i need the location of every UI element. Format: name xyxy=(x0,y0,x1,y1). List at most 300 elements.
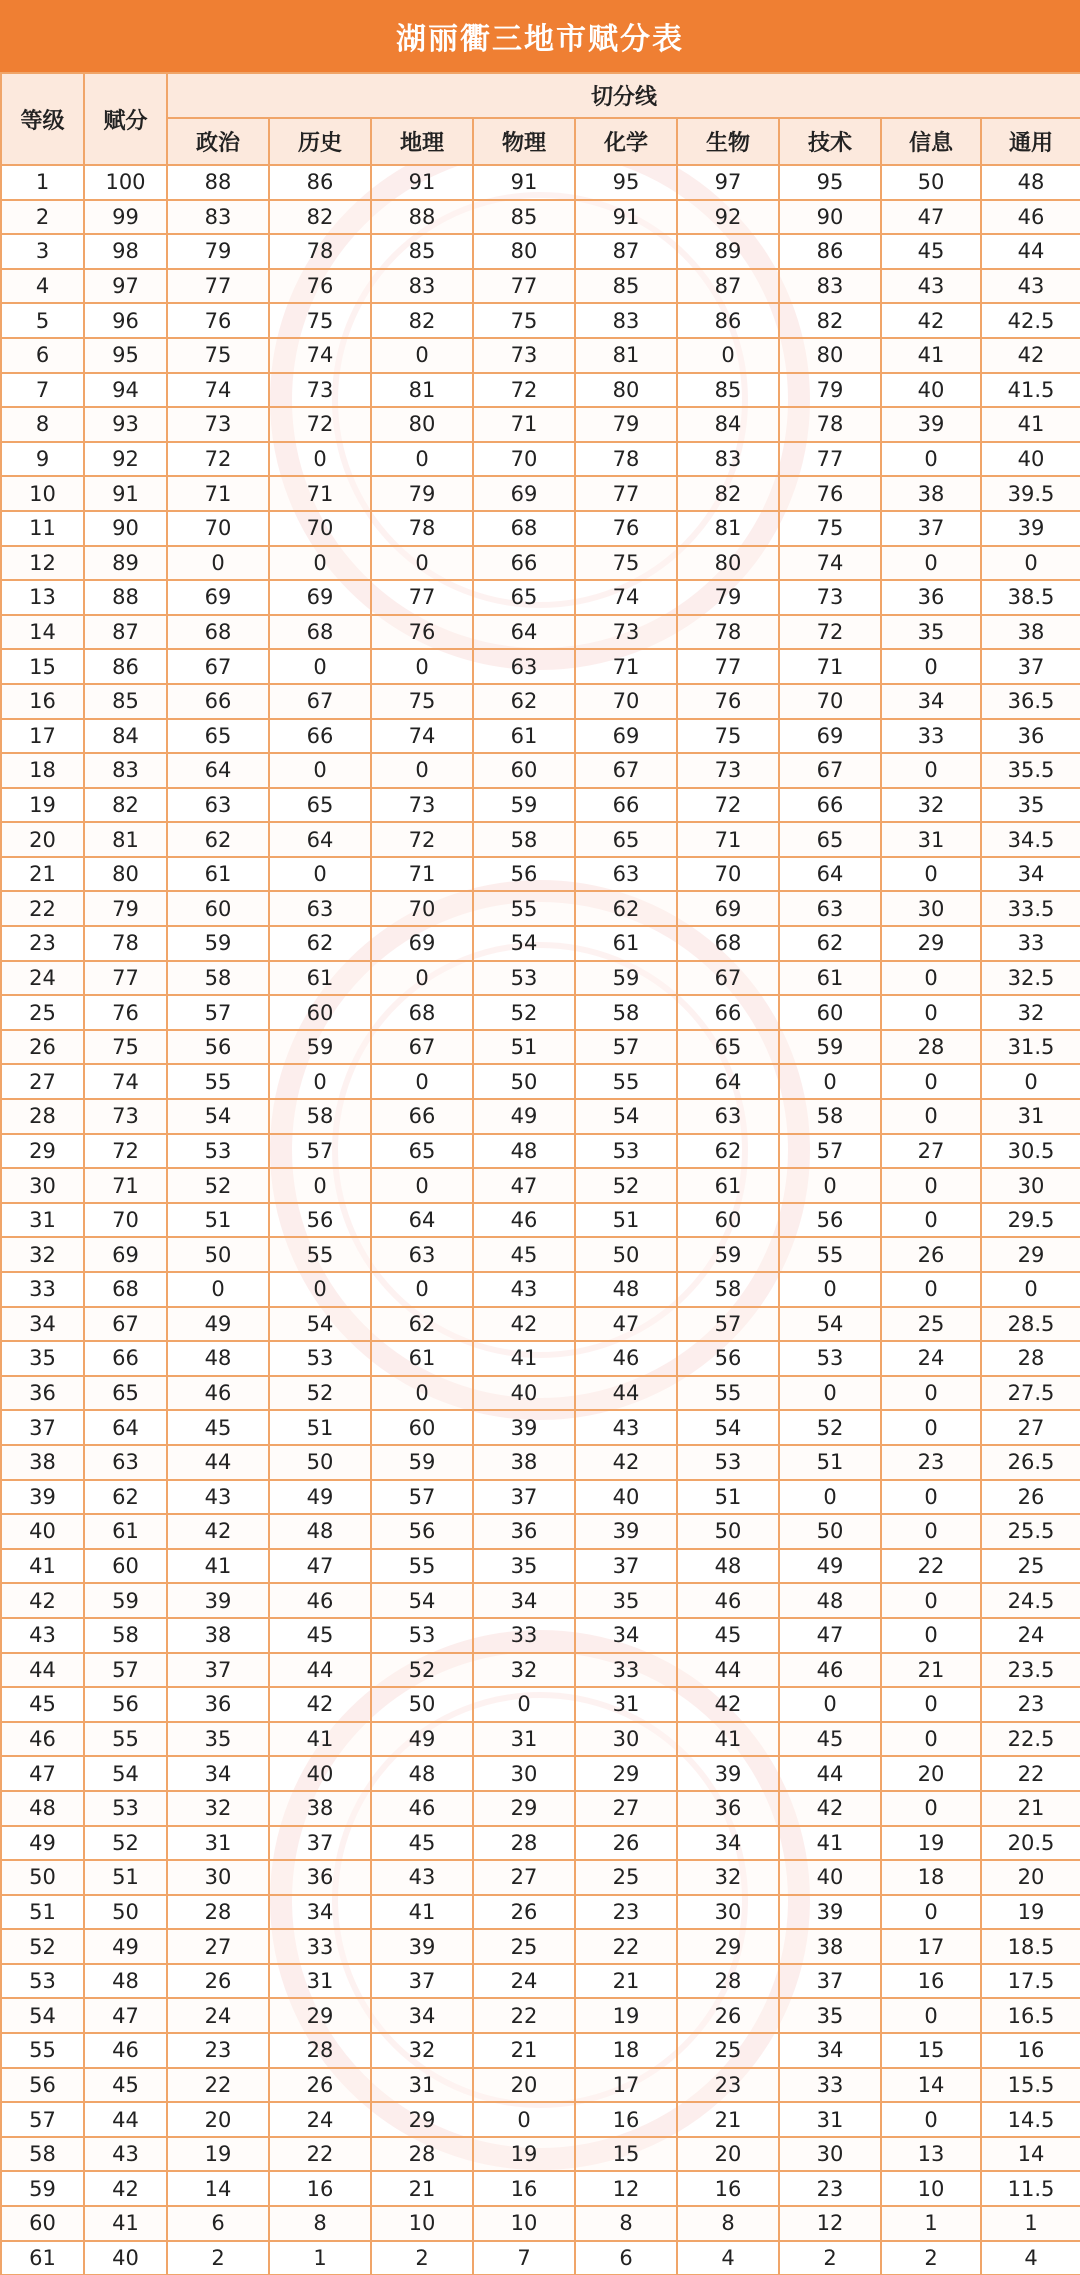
cutoff-cell: 43 xyxy=(981,269,1080,304)
score-cell: 88 xyxy=(84,580,167,615)
grade-cell: 58 xyxy=(1,2137,84,2172)
cutoff-cell: 45 xyxy=(473,1237,575,1272)
cutoff-cell: 37 xyxy=(269,1826,371,1861)
cutoff-cell: 7 xyxy=(473,2241,575,2275)
cutoff-cell: 62 xyxy=(779,926,881,961)
cutoff-cell: 85 xyxy=(473,200,575,235)
cutoff-cell: 71 xyxy=(677,822,779,857)
table-row xyxy=(1,1964,1080,1999)
cutoff-cell: 69 xyxy=(269,580,371,615)
cutoff-cell: 16 xyxy=(269,2171,371,2206)
cutoff-cell: 18 xyxy=(881,1860,981,1895)
cutoff-cell: 49 xyxy=(269,1480,371,1515)
header-subject: 通用 xyxy=(981,118,1080,165)
score-cell: 67 xyxy=(84,1307,167,1342)
cutoff-cell: 54 xyxy=(269,1307,371,1342)
cutoff-cell: 28 xyxy=(371,2137,473,2172)
cutoff-cell: 31 xyxy=(779,2102,881,2137)
score-cell: 50 xyxy=(84,1895,167,1930)
table-row xyxy=(1,1653,1080,1688)
cutoff-cell: 57 xyxy=(269,1134,371,1169)
score-cell: 96 xyxy=(84,303,167,338)
cutoff-cell: 49 xyxy=(371,1722,473,1757)
score-cell: 92 xyxy=(84,442,167,477)
cutoff-cell: 60 xyxy=(371,1410,473,1445)
cutoff-cell: 0 xyxy=(981,546,1080,581)
cutoff-cell: 63 xyxy=(575,857,677,892)
cutoff-cell: 20 xyxy=(473,2068,575,2103)
score-cell: 45 xyxy=(84,2068,167,2103)
table-row xyxy=(1,1203,1080,1238)
cutoff-cell: 75 xyxy=(575,546,677,581)
cutoff-cell: 52 xyxy=(779,1410,881,1445)
table-row xyxy=(1,649,1080,684)
cutoff-cell: 41 xyxy=(677,1722,779,1757)
cutoff-cell: 23 xyxy=(575,1895,677,1930)
cutoff-cell: 72 xyxy=(473,373,575,408)
cutoff-cell: 16 xyxy=(881,1964,981,1999)
score-cell: 46 xyxy=(84,2033,167,2068)
cutoff-cell: 56 xyxy=(677,1341,779,1376)
cutoff-cell: 8 xyxy=(677,2206,779,2241)
table-row xyxy=(1,1722,1080,1757)
cutoff-cell: 46 xyxy=(779,1653,881,1688)
cutoff-cell: 12 xyxy=(575,2171,677,2206)
cutoff-cell: 39.5 xyxy=(981,476,1080,511)
cutoff-cell: 67 xyxy=(269,684,371,719)
cutoff-cell: 15 xyxy=(575,2137,677,2172)
table-row xyxy=(1,926,1080,961)
cutoff-cell: 92 xyxy=(677,200,779,235)
cutoff-cell: 14 xyxy=(981,2137,1080,2172)
cutoff-cell: 20 xyxy=(981,1860,1080,1895)
score-cell: 52 xyxy=(84,1826,167,1861)
grade-cell: 8 xyxy=(1,407,84,442)
cutoff-cell: 56 xyxy=(371,1514,473,1549)
cutoff-cell: 74 xyxy=(371,719,473,754)
cutoff-cell: 22 xyxy=(981,1756,1080,1791)
cutoff-cell: 44 xyxy=(981,234,1080,269)
cutoff-cell: 35 xyxy=(167,1722,269,1757)
cutoff-cell: 78 xyxy=(779,407,881,442)
cutoff-cell: 46 xyxy=(981,200,1080,235)
cutoff-cell: 72 xyxy=(269,407,371,442)
score-cell: 77 xyxy=(84,961,167,996)
table-row xyxy=(1,303,1080,338)
cutoff-cell: 24 xyxy=(473,1964,575,1999)
cutoff-cell: 20 xyxy=(167,2102,269,2137)
cutoff-cell: 20 xyxy=(881,1756,981,1791)
cutoff-cell: 29 xyxy=(881,926,981,961)
cutoff-cell: 0 xyxy=(881,546,981,581)
cutoff-cell: 69 xyxy=(473,476,575,511)
score-cell: 93 xyxy=(84,407,167,442)
cutoff-cell: 60 xyxy=(779,995,881,1030)
cutoff-cell: 27.5 xyxy=(981,1376,1080,1411)
cutoff-cell: 38 xyxy=(981,615,1080,650)
grade-cell: 14 xyxy=(1,615,84,650)
score-cell: 72 xyxy=(84,1134,167,1169)
cutoff-cell: 53 xyxy=(269,1341,371,1376)
cutoff-cell: 65 xyxy=(371,1134,473,1169)
table-row xyxy=(1,407,1080,442)
cutoff-cell: 66 xyxy=(677,995,779,1030)
cutoff-cell: 62 xyxy=(677,1134,779,1169)
cutoff-cell: 29 xyxy=(981,1237,1080,1272)
table-row xyxy=(1,1583,1080,1618)
cutoff-cell: 39 xyxy=(473,1410,575,1445)
cutoff-cell: 27 xyxy=(167,1929,269,1964)
cutoff-cell: 48 xyxy=(981,165,1080,200)
cutoff-cell: 32 xyxy=(473,1653,575,1688)
cutoff-cell: 50 xyxy=(779,1514,881,1549)
grade-cell: 49 xyxy=(1,1826,84,1861)
cutoff-cell: 26 xyxy=(677,1998,779,2033)
cutoff-cell: 42 xyxy=(981,338,1080,373)
cutoff-cell: 72 xyxy=(677,788,779,823)
header-subject: 化学 xyxy=(575,118,677,165)
cutoff-cell: 0 xyxy=(881,1618,981,1653)
cutoff-cell: 17 xyxy=(881,1929,981,1964)
cutoff-cell: 16.5 xyxy=(981,1998,1080,2033)
score-cell: 79 xyxy=(84,891,167,926)
cutoff-cell: 39 xyxy=(881,407,981,442)
cutoff-cell: 44 xyxy=(677,1653,779,1688)
cutoff-cell: 0 xyxy=(881,1514,981,1549)
cutoff-cell: 0 xyxy=(371,338,473,373)
cutoff-cell: 76 xyxy=(269,269,371,304)
cutoff-cell: 30 xyxy=(981,1168,1080,1203)
score-cell: 57 xyxy=(84,1653,167,1688)
grade-cell: 60 xyxy=(1,2206,84,2241)
cutoff-cell: 0 xyxy=(881,1410,981,1445)
cutoff-cell: 54 xyxy=(167,1099,269,1134)
cutoff-cell: 39 xyxy=(981,511,1080,546)
score-cell: 62 xyxy=(84,1480,167,1515)
cutoff-cell: 48 xyxy=(269,1514,371,1549)
cutoff-cell: 71 xyxy=(575,649,677,684)
table-row xyxy=(1,234,1080,269)
cutoff-cell: 21 xyxy=(981,1791,1080,1826)
cutoff-cell: 29.5 xyxy=(981,1203,1080,1238)
grade-cell: 51 xyxy=(1,1895,84,1930)
cutoff-cell: 88 xyxy=(371,200,473,235)
cutoff-cell: 33.5 xyxy=(981,891,1080,926)
table-row xyxy=(1,788,1080,823)
score-cell: 60 xyxy=(84,1549,167,1584)
cutoff-cell: 43 xyxy=(371,1860,473,1895)
cutoff-cell: 77 xyxy=(677,649,779,684)
score-cell: 82 xyxy=(84,788,167,823)
grade-cell: 26 xyxy=(1,1030,84,1065)
table-row xyxy=(1,1860,1080,1895)
cutoff-cell: 66 xyxy=(575,788,677,823)
score-cell: 75 xyxy=(84,1030,167,1065)
cutoff-cell: 2 xyxy=(779,2241,881,2275)
cutoff-cell: 40 xyxy=(779,1860,881,1895)
cutoff-cell: 60 xyxy=(269,995,371,1030)
score-cell: 89 xyxy=(84,546,167,581)
cutoff-cell: 0 xyxy=(371,1272,473,1307)
cutoff-cell: 41 xyxy=(269,1722,371,1757)
cutoff-cell: 0 xyxy=(473,2102,575,2137)
cutoff-cell: 62 xyxy=(269,926,371,961)
cutoff-cell: 37 xyxy=(881,511,981,546)
score-cell: 91 xyxy=(84,476,167,511)
cutoff-cell: 82 xyxy=(371,303,473,338)
grade-cell: 43 xyxy=(1,1618,84,1653)
table-row xyxy=(1,822,1080,857)
cutoff-cell: 24 xyxy=(881,1341,981,1376)
cutoff-cell: 0 xyxy=(779,1376,881,1411)
grade-cell: 53 xyxy=(1,1964,84,1999)
cutoff-cell: 43 xyxy=(881,269,981,304)
cutoff-cell: 41 xyxy=(167,1549,269,1584)
cutoff-cell: 77 xyxy=(473,269,575,304)
cutoff-cell: 64 xyxy=(779,857,881,892)
cutoff-cell: 76 xyxy=(575,511,677,546)
grade-cell: 44 xyxy=(1,1653,84,1688)
cutoff-cell: 1 xyxy=(881,2206,981,2241)
cutoff-cell: 48 xyxy=(779,1583,881,1618)
grade-cell: 25 xyxy=(1,995,84,1030)
cutoff-cell: 78 xyxy=(575,442,677,477)
grade-cell: 2 xyxy=(1,200,84,235)
cutoff-cell: 34 xyxy=(269,1895,371,1930)
cutoff-cell: 73 xyxy=(371,788,473,823)
cutoff-cell: 76 xyxy=(677,684,779,719)
table-row xyxy=(1,684,1080,719)
cutoff-cell: 26.5 xyxy=(981,1445,1080,1480)
cutoff-cell: 34.5 xyxy=(981,822,1080,857)
score-cell: 90 xyxy=(84,511,167,546)
cutoff-cell: 58 xyxy=(779,1099,881,1134)
cutoff-cell: 58 xyxy=(167,961,269,996)
score-cell: 73 xyxy=(84,1099,167,1134)
cutoff-cell: 61 xyxy=(473,719,575,754)
cutoff-cell: 25 xyxy=(473,1929,575,1964)
grade-cell: 52 xyxy=(1,1929,84,1964)
cutoff-cell: 65 xyxy=(575,822,677,857)
cutoff-cell: 62 xyxy=(575,891,677,926)
cutoff-cell: 39 xyxy=(779,1895,881,1930)
cutoff-cell: 72 xyxy=(779,615,881,650)
grade-cell: 47 xyxy=(1,1756,84,1791)
cutoff-cell: 0 xyxy=(371,546,473,581)
cutoff-cell: 72 xyxy=(371,822,473,857)
cutoff-cell: 61 xyxy=(575,926,677,961)
cutoff-cell: 25 xyxy=(575,1860,677,1895)
cutoff-cell: 16 xyxy=(575,2102,677,2137)
cutoff-cell: 26 xyxy=(167,1964,269,1999)
cutoff-cell: 54 xyxy=(779,1307,881,1342)
cutoff-cell: 16 xyxy=(473,2171,575,2206)
cutoff-cell: 37 xyxy=(779,1964,881,1999)
cutoff-cell: 66 xyxy=(371,1099,473,1134)
grade-cell: 1 xyxy=(1,165,84,200)
cutoff-cell: 53 xyxy=(677,1445,779,1480)
header-subject: 技术 xyxy=(779,118,881,165)
grade-cell: 20 xyxy=(1,822,84,857)
cutoff-cell: 71 xyxy=(269,476,371,511)
cutoff-cell: 0 xyxy=(371,1168,473,1203)
header-grade: 等级 xyxy=(1,73,84,165)
cutoff-cell: 22 xyxy=(575,1929,677,1964)
grade-cell: 24 xyxy=(1,961,84,996)
cutoff-cell: 22 xyxy=(167,2068,269,2103)
table-row xyxy=(1,1237,1080,1272)
grade-cell: 38 xyxy=(1,1445,84,1480)
cutoff-cell: 58 xyxy=(575,995,677,1030)
cutoff-cell: 43 xyxy=(167,1480,269,1515)
cutoff-cell: 19 xyxy=(167,2137,269,2172)
cutoff-cell: 4 xyxy=(981,2241,1080,2275)
cutoff-cell: 1 xyxy=(981,2206,1080,2241)
cutoff-cell: 35 xyxy=(881,615,981,650)
cutoff-cell: 57 xyxy=(779,1134,881,1169)
score-cell: 49 xyxy=(84,1929,167,1964)
cutoff-cell: 79 xyxy=(371,476,473,511)
cutoff-cell: 0 xyxy=(779,1480,881,1515)
cutoff-cell: 35 xyxy=(575,1583,677,1618)
table-row xyxy=(1,1307,1080,1342)
score-cell: 95 xyxy=(84,338,167,373)
grade-cell: 35 xyxy=(1,1341,84,1376)
grade-cell: 4 xyxy=(1,269,84,304)
table-row xyxy=(1,961,1080,996)
cutoff-cell: 34 xyxy=(981,857,1080,892)
cutoff-cell: 75 xyxy=(167,338,269,373)
cutoff-cell: 70 xyxy=(269,511,371,546)
grade-cell: 36 xyxy=(1,1376,84,1411)
grade-cell: 39 xyxy=(1,1480,84,1515)
cutoff-cell: 28 xyxy=(167,1895,269,1930)
cutoff-cell: 0 xyxy=(473,1687,575,1722)
table-row xyxy=(1,1445,1080,1480)
cutoff-cell: 68 xyxy=(269,615,371,650)
cutoff-cell: 35 xyxy=(981,788,1080,823)
table-row xyxy=(1,1687,1080,1722)
cutoff-cell: 0 xyxy=(167,546,269,581)
grade-cell: 12 xyxy=(1,546,84,581)
table-row xyxy=(1,1410,1080,1445)
cutoff-cell: 83 xyxy=(575,303,677,338)
cutoff-cell: 39 xyxy=(167,1583,269,1618)
cutoff-cell: 31 xyxy=(575,1687,677,1722)
cutoff-cell: 30 xyxy=(473,1756,575,1791)
cutoff-cell: 48 xyxy=(575,1272,677,1307)
cutoff-cell: 55 xyxy=(575,1064,677,1099)
grade-cell: 55 xyxy=(1,2033,84,2068)
table-row xyxy=(1,1895,1080,1930)
cutoff-cell: 0 xyxy=(881,1791,981,1826)
cutoff-cell: 38 xyxy=(881,476,981,511)
cutoff-cell: 47 xyxy=(269,1549,371,1584)
cutoff-cell: 75 xyxy=(473,303,575,338)
score-cell: 65 xyxy=(84,1376,167,1411)
cutoff-cell: 34 xyxy=(473,1583,575,1618)
cutoff-cell: 48 xyxy=(473,1134,575,1169)
cutoff-cell: 25 xyxy=(677,2033,779,2068)
cutoff-cell: 76 xyxy=(371,615,473,650)
cutoff-cell: 55 xyxy=(269,1237,371,1272)
cutoff-cell: 46 xyxy=(167,1376,269,1411)
cutoff-cell: 30 xyxy=(881,891,981,926)
cutoff-cell: 29 xyxy=(371,2102,473,2137)
table-row xyxy=(1,753,1080,788)
cutoff-cell: 27 xyxy=(575,1791,677,1826)
cutoff-cell: 54 xyxy=(677,1410,779,1445)
cutoff-cell: 63 xyxy=(473,649,575,684)
cutoff-cell: 50 xyxy=(677,1514,779,1549)
cutoff-cell: 40 xyxy=(881,373,981,408)
cutoff-cell: 73 xyxy=(779,580,881,615)
table-row xyxy=(1,1549,1080,1584)
score-table xyxy=(0,72,1080,2275)
cutoff-cell: 0 xyxy=(881,1272,981,1307)
cutoff-cell: 33 xyxy=(881,719,981,754)
cutoff-cell: 10 xyxy=(371,2206,473,2241)
header-subject: 物理 xyxy=(473,118,575,165)
cutoff-cell: 39 xyxy=(575,1514,677,1549)
grade-cell: 33 xyxy=(1,1272,84,1307)
cutoff-cell: 28 xyxy=(981,1341,1080,1376)
cutoff-cell: 81 xyxy=(677,511,779,546)
cutoff-cell: 78 xyxy=(371,511,473,546)
cutoff-cell: 60 xyxy=(677,1203,779,1238)
score-cell: 44 xyxy=(84,2102,167,2137)
cutoff-cell: 52 xyxy=(473,995,575,1030)
cutoff-cell: 56 xyxy=(473,857,575,892)
cutoff-cell: 23.5 xyxy=(981,1653,1080,1688)
cutoff-cell: 53 xyxy=(371,1618,473,1653)
cutoff-cell: 65 xyxy=(779,822,881,857)
grade-cell: 30 xyxy=(1,1168,84,1203)
cutoff-cell: 67 xyxy=(677,961,779,996)
cutoff-cell: 70 xyxy=(473,442,575,477)
cutoff-cell: 41 xyxy=(371,1895,473,1930)
cutoff-cell: 61 xyxy=(371,1341,473,1376)
cutoff-cell: 54 xyxy=(575,1099,677,1134)
cutoff-cell: 21 xyxy=(677,2102,779,2137)
cutoff-cell: 79 xyxy=(677,580,779,615)
cutoff-cell: 64 xyxy=(677,1064,779,1099)
cutoff-cell: 83 xyxy=(371,269,473,304)
cutoff-cell: 70 xyxy=(575,684,677,719)
cutoff-cell: 50 xyxy=(575,1237,677,1272)
cutoff-cell: 43 xyxy=(473,1272,575,1307)
cutoff-cell: 68 xyxy=(473,511,575,546)
cutoff-cell: 0 xyxy=(981,1064,1080,1099)
cutoff-cell: 28.5 xyxy=(981,1307,1080,1342)
cutoff-cell: 52 xyxy=(575,1168,677,1203)
cutoff-cell: 69 xyxy=(677,891,779,926)
cutoff-cell: 78 xyxy=(269,234,371,269)
cutoff-cell: 50 xyxy=(371,1687,473,1722)
cutoff-cell: 28 xyxy=(473,1826,575,1861)
cutoff-cell: 55 xyxy=(677,1376,779,1411)
cutoff-cell: 51 xyxy=(575,1203,677,1238)
cutoff-cell: 61 xyxy=(167,857,269,892)
table-row xyxy=(1,1168,1080,1203)
cutoff-cell: 57 xyxy=(677,1307,779,1342)
grade-cell: 31 xyxy=(1,1203,84,1238)
table-row xyxy=(1,200,1080,235)
cutoff-cell: 0 xyxy=(881,1376,981,1411)
cutoff-cell: 79 xyxy=(779,373,881,408)
table-body xyxy=(1,165,1080,2275)
cutoff-cell: 57 xyxy=(575,1030,677,1065)
